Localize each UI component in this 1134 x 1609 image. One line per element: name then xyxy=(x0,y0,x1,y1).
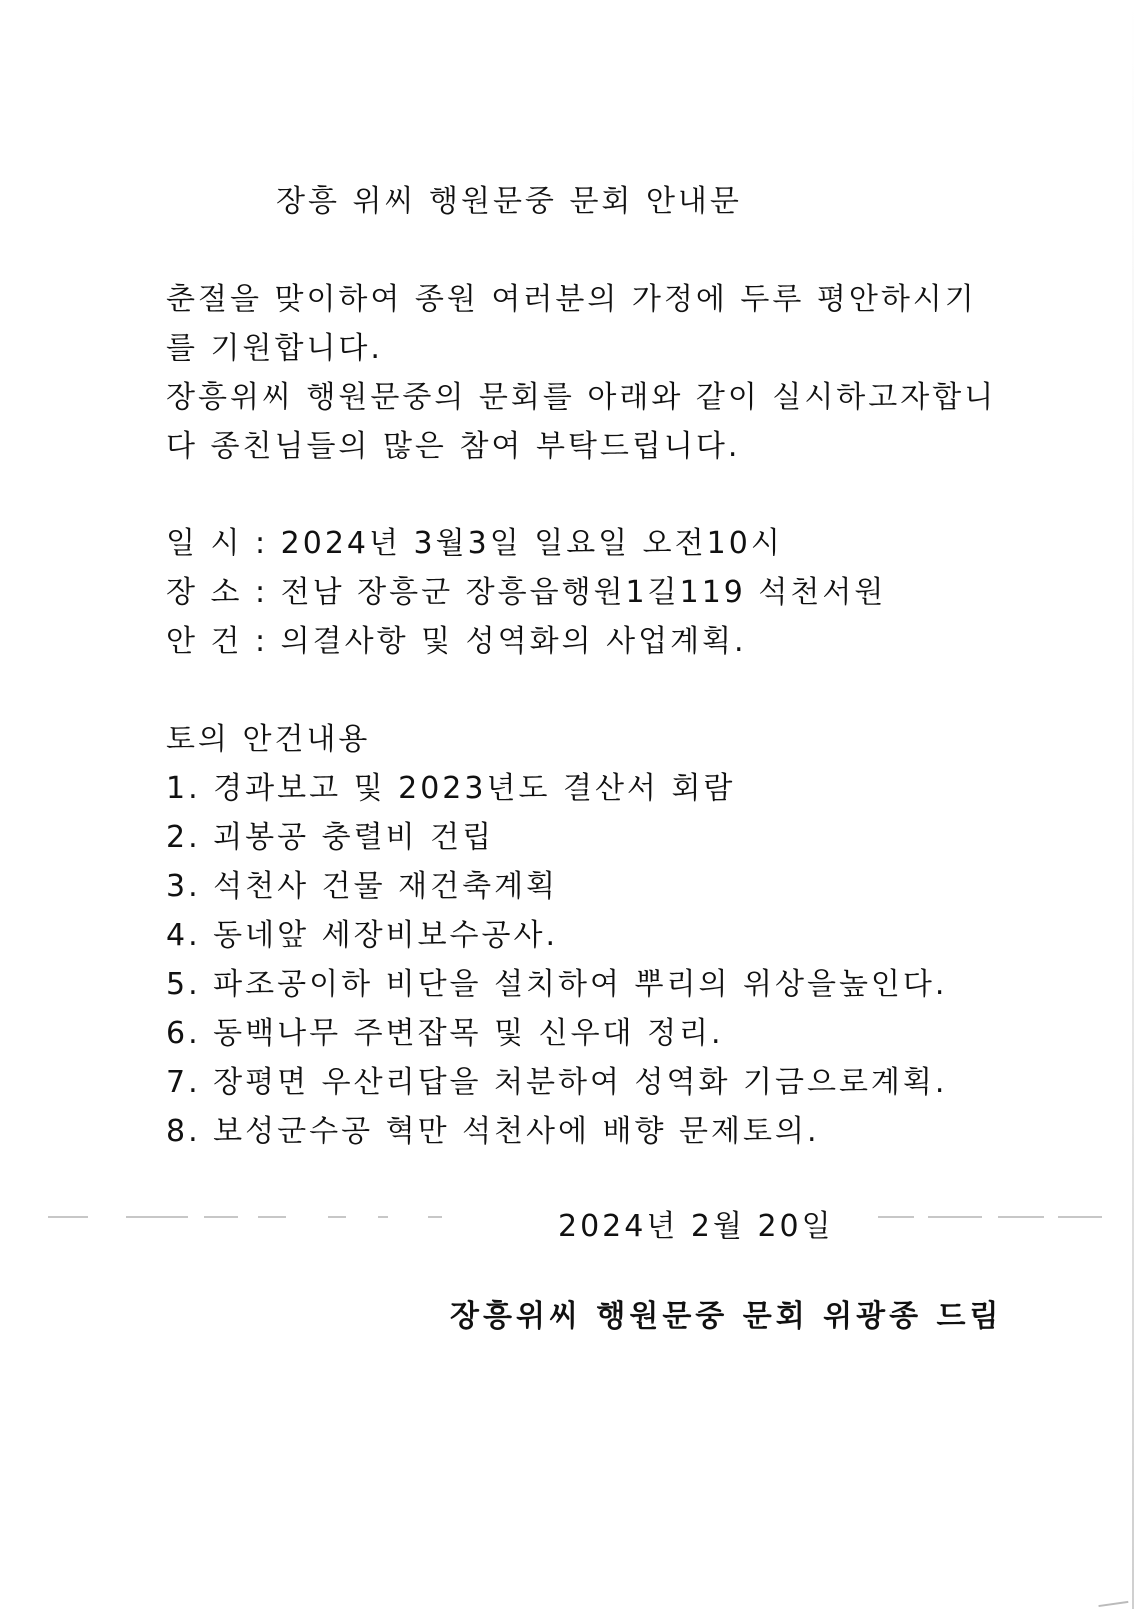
agenda-item: 5. 파조공이하 비단을 설치하여 뿌리의 위상을높인다. xyxy=(166,967,948,1002)
signature: 장흥위씨 행원문중 문회 위광종 드림 xyxy=(450,1299,1003,1334)
document-title: 장흥 위씨 행원문중 문회 안내문 xyxy=(276,184,742,219)
intro-line-4: 다 종친님들의 많은 참여 부탁드립니다. xyxy=(166,429,741,464)
agenda-item: 7. 장평면 우산리답을 처분하여 성역화 기금으로계획. xyxy=(166,1065,948,1100)
document-date: 2024년 2월 20일 xyxy=(558,1209,834,1244)
agenda-item: 2. 괴봉공 충렬비 건립 xyxy=(166,820,495,855)
intro-line-2: 를 기원합니다. xyxy=(166,331,383,366)
scan-corner-mark xyxy=(1098,1595,1129,1607)
agenda-item: 4. 동네앞 세장비보수공사. xyxy=(166,918,559,953)
detail-location: 장 소 : 전남 장흥군 장흥읍행원1길119 석천서원 xyxy=(166,575,887,610)
agenda-item: 8. 보성군수공 혁만 석천사에 배향 문제토의. xyxy=(166,1114,820,1149)
detail-datetime: 일 시 : 2024년 3월3일 일요일 오전10시 xyxy=(166,526,783,561)
agenda-item: 6. 동백나무 주변잡목 및 신우대 정리. xyxy=(166,1016,724,1051)
intro-line-3: 장흥위씨 행원문중의 문회를 아래와 같이 실시하고자합니 xyxy=(166,380,997,415)
agenda-item: 3. 석천사 건물 재건축계획 xyxy=(166,869,559,904)
agenda-item: 1. 경과보고 및 2023년도 결산서 회람 xyxy=(166,771,736,806)
agenda-heading: 토의 안건내용 xyxy=(166,722,371,757)
intro-line-1: 춘절을 맞이하여 종원 여러분의 가정에 두루 평안하시기 xyxy=(166,282,977,317)
detail-agenda: 안 건 : 의결사항 및 성역화의 사업계획. xyxy=(166,624,747,659)
